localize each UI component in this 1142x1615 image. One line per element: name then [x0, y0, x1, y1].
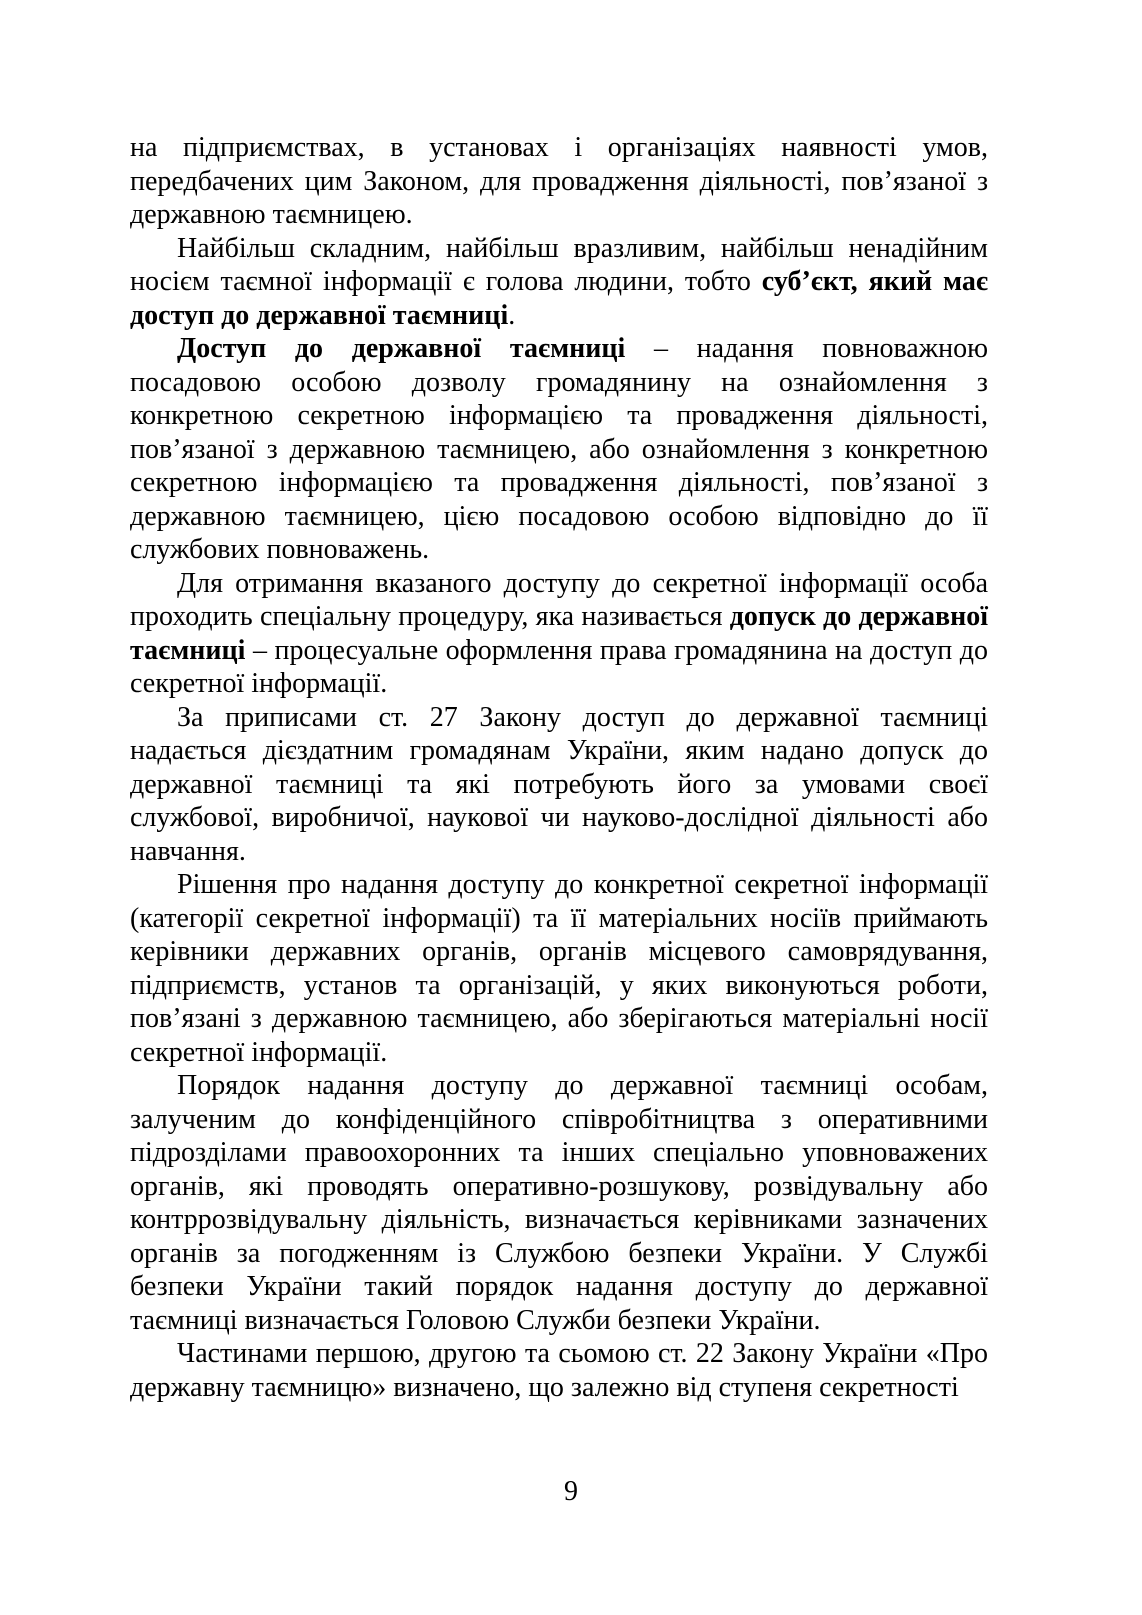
text-run: Частинами першою, другою та сьомою ст. 22 Закону України «Про державну таємницю» визначено, що залежно від ступеня секретності — [130, 1338, 988, 1403]
paragraph — [130, 701, 988, 869]
text-run: Рішення про надання доступу до конкретної секретної інформації (категорії секретної інформації) та її матеріальних носіїв приймають керівники державних органів, органів місцевого самоврядування, підприємств, установ та організацій, у яких виконуються роботи, пов’язані з державною таємницею, або зберігаються матеріальні носії секретної інформації. — [130, 869, 988, 1068]
paragraph — [130, 1337, 988, 1404]
bold-text-run: допуск до державної таємниці — [130, 601, 988, 666]
paragraph — [130, 332, 988, 567]
paragraph — [130, 567, 988, 701]
text-run: на підприємствах, в установах і організаціях наявності умов, передбачених цим Законом, для провадження діяльності, пов’язаної з державною таємницею. — [130, 132, 988, 230]
page-number: 9 — [564, 1476, 578, 1507]
text-run: – надання повноважною посадовою особою дозволу громадянину на ознайомлення з конкретною секретною інформацією та провадження діяльності, пов’язаної з державною таємницею, або ознайомлення з конкретною секретною інформацією та провадження діяльності, пов’язаної з державною таємницею, цією посадовою особою відповідно до її службових повноважень. — [130, 333, 988, 565]
text-run: – процесуальне оформлення права громадянина на доступ до секретної інформації. — [130, 634, 988, 699]
bold-text-run: суб’єкт, який має доступ до державної таємниці — [130, 266, 989, 331]
text-run: Для отримання вказаного доступу до секретної інформації особа проходить спеціальну процедуру, яка називається — [130, 567, 988, 632]
bold-text-run: Доступ до державної таємниці — [177, 333, 626, 364]
paragraph — [130, 131, 988, 232]
text-block — [130, 131, 988, 1404]
paragraph — [130, 232, 988, 333]
text-run: . — [508, 299, 516, 331]
paragraph — [130, 1069, 988, 1337]
text-run: Порядок надання доступу до державної таємниці особам, залученим до конфіденційного співробітництва з оперативними підрозділами правоохоронних та інших спеціально уповноважених органів, які проводять оперативно-розшукову, розвідувальну або контррозвідувальну діяльність, визначається керівниками зазначених органів за погодженням із Службою безпеки України. У Службі безпеки України такий порядок надання доступу до державної таємниці визначається Головою Служби безпеки України. — [130, 1070, 988, 1336]
text-run: Найбільш складним, найбільш вразливим, найбільш ненадійним носієм таємної інформації є голова людини, тобто — [130, 232, 988, 297]
paragraph — [130, 868, 988, 1069]
text-run: За приписами ст. 27 Закону доступ до державної таємниці надається дієздатним громадянам України, яким надано допуск до державної таємниці та які потребують його за умовами своєї службової, виробничої, наукової чи науково-дослідної діяльності або навчання. — [130, 701, 988, 867]
